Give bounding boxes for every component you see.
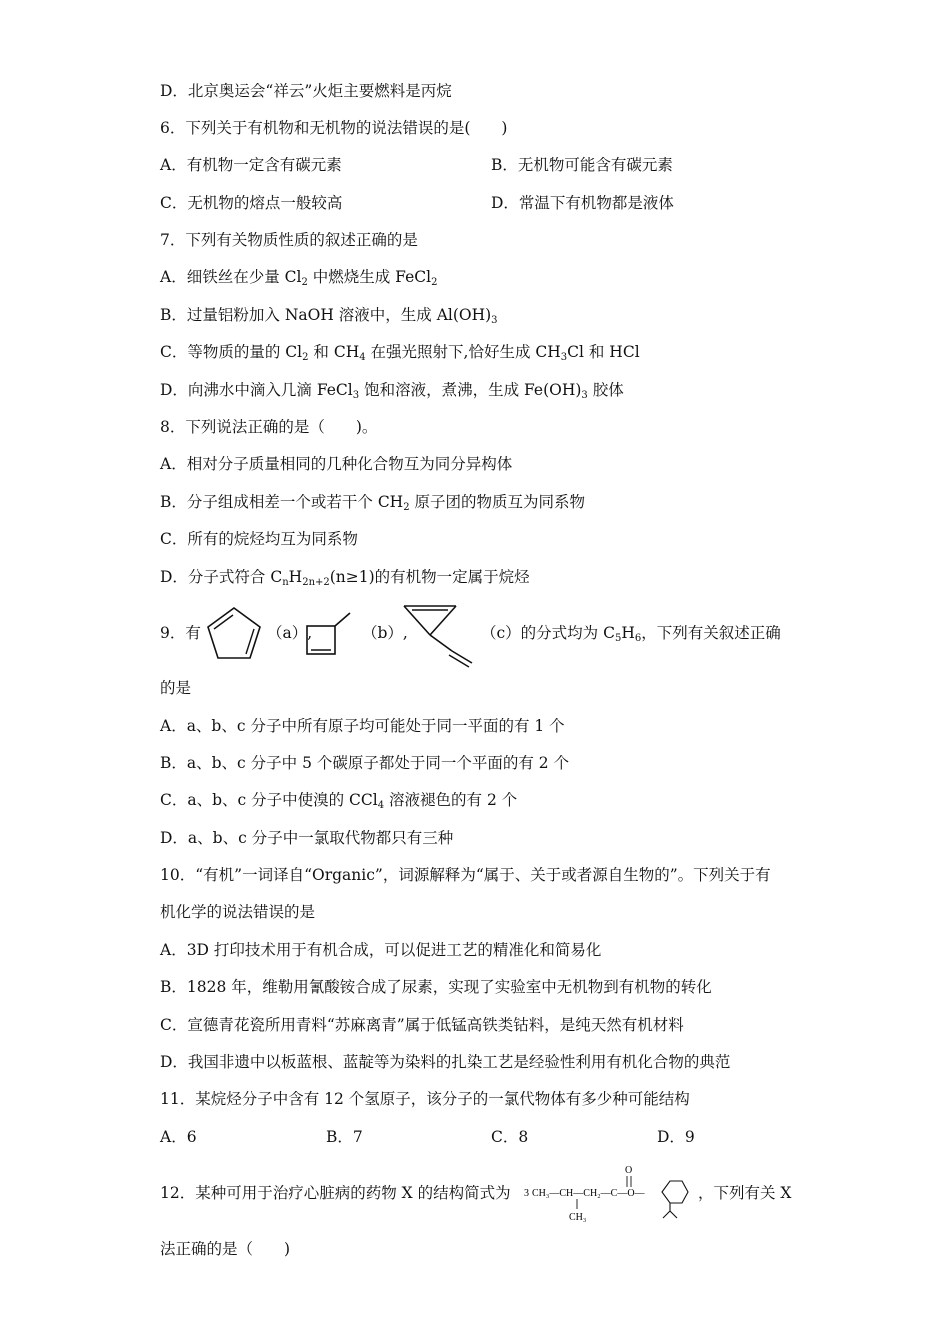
structure-x-main-chain: CH₃—CH—CH₂—C—O— [532, 1188, 645, 1199]
q9-prefix: 9．有 [160, 624, 201, 642]
q5-option-d: D．北京奥运会“祥云”火炬主要燃料是丙烷 [160, 82, 452, 100]
q12-stem-cont: 法正确的是（ ) [160, 1240, 291, 1258]
q11-option-b: B．7 [326, 1128, 363, 1146]
q6-option-a: A．有机物一定含有碳元素 [160, 156, 342, 174]
q11-stem: 11．某烷烃分子中含有 12 个氢原子，该分子的一氯代物体有多少种可能结构 [160, 1090, 690, 1108]
q7-option-d: D．向沸水中滴入几滴 FeCl$_3$ 饱和溶液，煮沸，生成 $Fe(OH)_3$ 胶体 [160, 381, 624, 401]
q8-option-d: D．分子式符合 $C_nH_{2n+2}(n\ge 1)$的有机物一定属于烷烃 [160, 568, 530, 588]
q10-option-a: A．3D 打印技术用于有机合成，可以促进工艺的精准化和简易化 [160, 941, 602, 959]
q7-stem: 7．下列有关物质性质的叙述正确的是 [160, 231, 418, 249]
q9-option-c: C．a、b、c 分子中使溴的 CCl$_4$ 溶液褪色的有 2 个 [160, 791, 518, 811]
q10-option-d: D．我国非遗中以板蓝根、蓝靛等为染料的扎染工艺是经验性利用有机化合物的典范 [160, 1053, 731, 1071]
structure-x-lead: 3 [524, 1188, 529, 1199]
structure-x-cyclohexane-ring [662, 1181, 688, 1203]
q9-option-a: A．a、b、c 分子中所有原子均可能处于同一平面的有 1 个 [160, 717, 565, 735]
q11-option-d: D．9 [657, 1128, 695, 1146]
structure-x-branch: CH₃ [569, 1212, 587, 1223]
q10-stem-line2: 机化学的说法错误的是 [160, 903, 316, 921]
structure-x-isopropyl-methyl-1 [663, 1211, 670, 1218]
q10-option-b: B．1828 年，维勒用氰酸铵合成了尿素，实现了实验室中无机物到有机物的转化 [160, 978, 712, 996]
structure-c-vinylcyclopropene [400, 601, 480, 667]
q9-label-c: （c）的分式均为 $C_5H_6$，下列有关叙述正确 [481, 624, 781, 644]
structure-x-ester [524, 1160, 696, 1226]
q8-option-a: A．相对分子质量相同的几种化合物互为同分异构体 [160, 455, 513, 473]
q6-option-b: B．无机物可能含有碳元素 [491, 156, 673, 174]
structure-x-carbonyl-o: O [625, 1165, 633, 1176]
q9-option-b: B．a、b、c 分子中 5 个碳原子都处于同一个平面的有 2 个 [160, 754, 570, 772]
q9-stem-cont: 的是 [160, 679, 192, 697]
q6-option-d: D．常温下有机物都是液体 [491, 194, 674, 212]
q12-stem-part1: 12．某种可用于治疗心脏病的药物 X 的结构简式为 [160, 1184, 511, 1202]
q8-option-c: C．所有的烷烃均互为同系物 [160, 530, 358, 548]
q10-stem-line1: 10．“有机”一词译自“Organic”，词源解释为“属于、关于或者源自生物的”。下列关于有 [160, 866, 771, 884]
q7-option-c: C．等物质的量的 $Cl_2$ 和 $CH_4$ 在强光照射下,恰好生成 $CH_3Cl$ 和 HCl [160, 343, 640, 363]
q8-stem: 8．下列说法正确的是（ )。 [160, 418, 378, 436]
q7-option-b: B．过量铝粉加入 NaOH 溶液中，生成 $Al(OH)_3$ [160, 306, 498, 326]
structure-a-cyclopentadiene [204, 604, 264, 664]
q11-option-a: A．6 [160, 1128, 197, 1146]
q9-label-b: （b）, [362, 624, 408, 642]
q6-stem: 6．下列关于有机物和无机物的说法错误的是( ) [160, 119, 508, 137]
q9-option-d: D．a、b、c 分子中一氯取代物都只有三种 [160, 829, 454, 847]
q8-option-b: B．分子组成相差一个或若干个 $CH_2$ 原子团的物质互为同系物 [160, 493, 586, 513]
q7-option-a: A．细铁丝在少量 $Cl_2$ 中燃烧生成 FeCl$_2$ [160, 268, 438, 288]
structure-x-isopropyl-methyl-2 [670, 1211, 677, 1218]
q6-option-c: C．无机物的熔点一般较高 [160, 194, 343, 212]
structure-b-methylcyclobutadiene [304, 610, 354, 660]
q11-option-c: C．8 [491, 1128, 529, 1146]
q10-option-c: C．宣德青花瓷所用青料“苏麻离青”属于低锰高铁类钴料，是纯天然有机材料 [160, 1016, 684, 1034]
q12-stem-part2: ，下列有关 X [698, 1184, 792, 1202]
q9-label-a: （a）, [267, 624, 313, 642]
